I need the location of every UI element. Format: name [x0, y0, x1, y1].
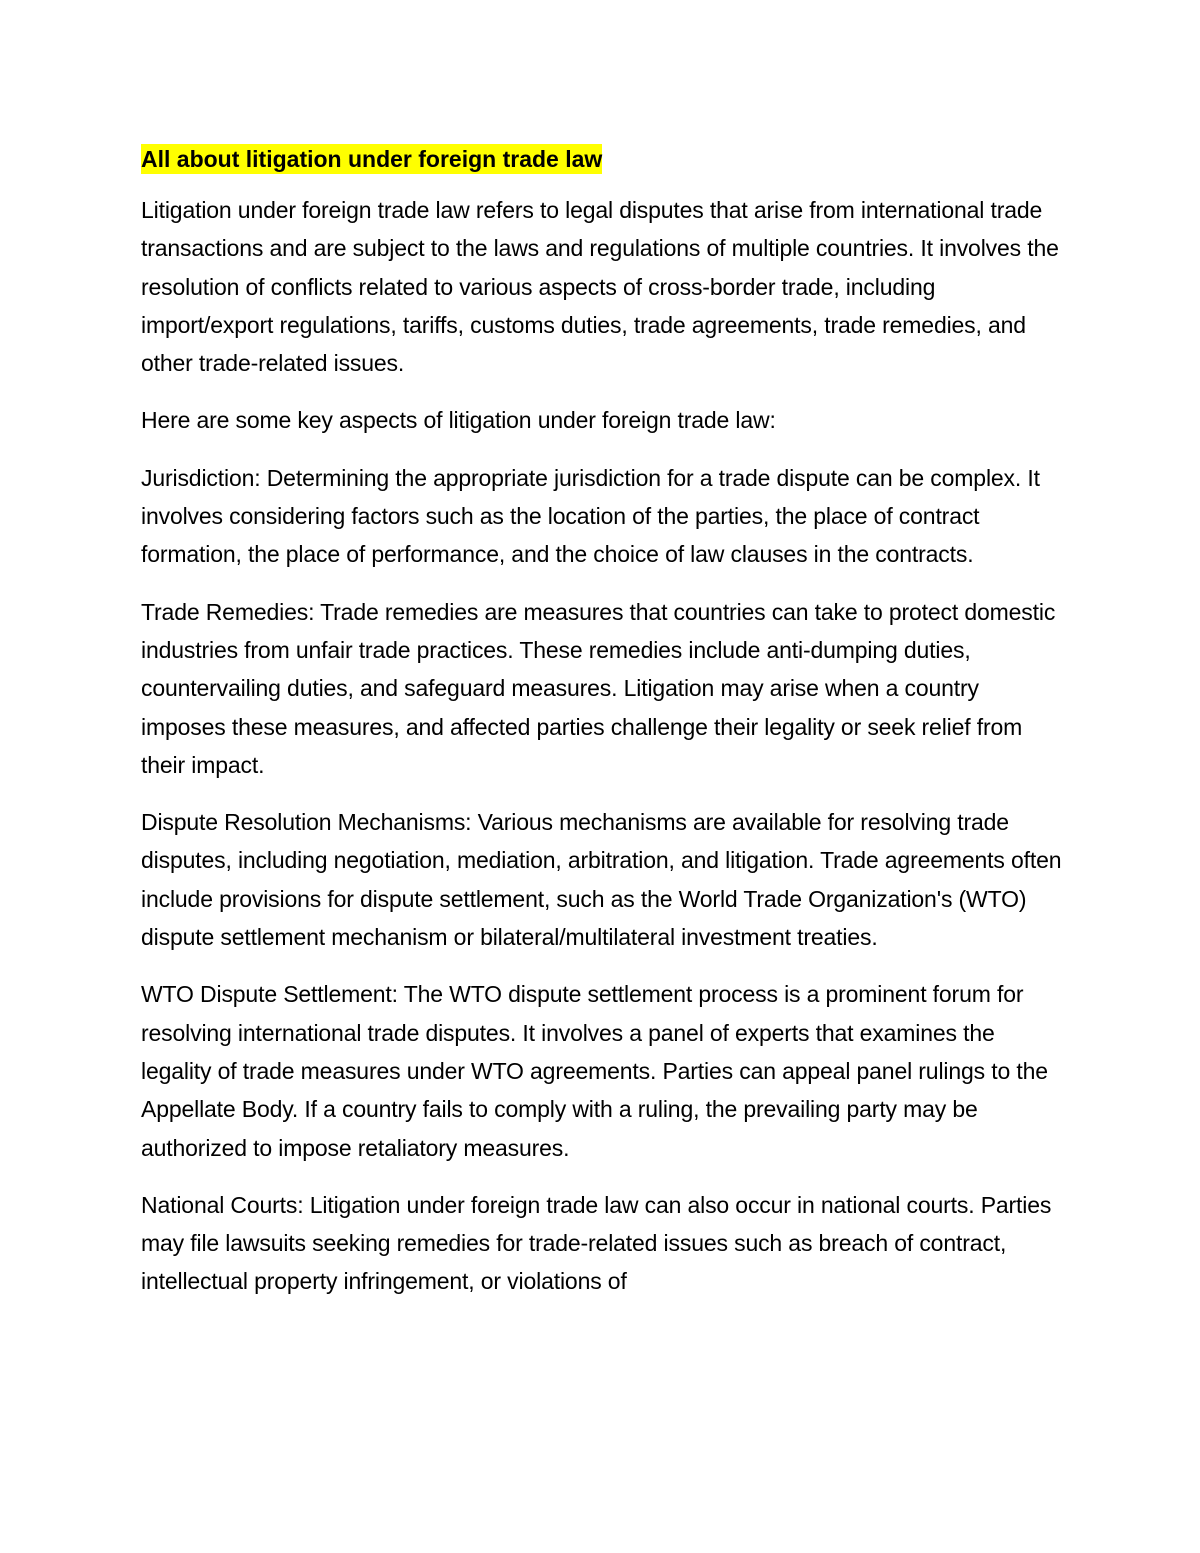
document-body	[141, 140, 1066, 1320]
document-title	[141, 140, 1066, 178]
paragraph-national-courts: National Courts: Litigation under foreign trade law can also occur in national courts. Parties may file lawsuits seeking remedies for trade-related issues such as breach of contract, intellectual property infringement, or violations of	[141, 1191, 1052, 1295]
paragraph-introduction: Litigation under foreign trade law refers to legal disputes that arise from international trade transactions and are subject to the laws and regulations of multiple countries. It involves the resolution of conflicts related to various aspects of cross-border trade, including import/export regulations, tariffs, customs duties, trade agreements, trade remedies, and other trade-related issues.	[141, 197, 1059, 377]
paragraph-jurisdiction: Jurisdiction: Determining the appropriate jurisdiction for a trade dispute can be complex. It involves considering factors such as the location of the parties, the place of contract formation, the place of performance, and the choice of law clauses in the contracts.	[141, 464, 1040, 568]
highlighted-title-text: All about litigation under foreign trade law	[141, 146, 603, 172]
paragraph-key-aspects-intro: Here are some key aspects of litigation under foreign trade law:	[141, 407, 776, 434]
paragraph-dispute-resolution-mechanisms: Dispute Resolution Mechanisms: Various mechanisms are available for resolving trade disputes, including negotiation, mediation, arbitration, and litigation. Trade agreements often include provisions for dispute settlement, such as the World Trade Organization's (WTO) dispute settlement mechanism or bilateral/multilateral investment treaties.	[141, 809, 1062, 951]
paragraph-trade-remedies: Trade Remedies: Trade remedies are measures that countries can take to protect domestic industries from unfair trade practices. These remedies include anti-dumping duties, countervailing duties, and safeguard measures. Litigation may arise when a country imposes these measures, and affected parties challenge their legality or seek relief from their impact.	[141, 598, 1056, 778]
paragraph-wto-dispute-settlement: WTO Dispute Settlement: The WTO dispute settlement process is a prominent forum for resolving international trade disputes. It involves a panel of experts that examines the legality of trade measures under WTO agreements. Parties can appeal panel rulings to the Appellate Body. If a country fails to comply with a ruling, the prevailing party may be authorized to impose retaliatory measures.	[141, 981, 1048, 1161]
